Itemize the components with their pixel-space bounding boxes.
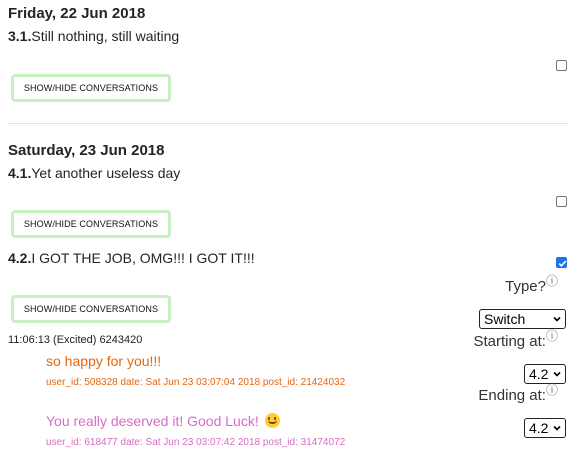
show-hide-conversations-button[interactable]: SHOW/HIDE CONVERSATIONS	[11, 295, 171, 323]
ending-at-select-value: 4.2	[529, 420, 549, 436]
type-label-text: Type?	[505, 278, 546, 295]
post-text: I GOT THE JOB, OMG!!! I GOT IT!!!	[31, 250, 255, 266]
post-number: 4.2.	[8, 250, 32, 266]
conversation-meta: 11:06:13 (Excited) 6243420	[8, 334, 143, 346]
post-item	[8, 249, 255, 267]
reply-text: You really deserved it! Good Luck!	[46, 413, 259, 429]
starting-at-select-value: 4.2	[529, 366, 549, 382]
post-text: Yet another useless day	[31, 165, 181, 181]
starting-at-label	[473, 329, 558, 350]
post-text: Still nothing, still waiting	[31, 28, 180, 44]
starting-at-label-text: Starting at:	[473, 333, 546, 350]
day-header: Saturday, 23 Jun 2018	[8, 142, 165, 159]
reply-meta: user_id: 618477 date: Sat Jun 23 03:07:42 2018 post_id: 31474072	[46, 437, 346, 448]
chevron-down-icon	[552, 314, 562, 324]
show-hide-conversations-button[interactable]: SHOW/HIDE CONVERSATIONS	[11, 74, 171, 102]
chevron-down-icon	[552, 423, 562, 433]
info-icon[interactable]: ⓘ	[545, 274, 558, 288]
reply-text: so happy for you!!!	[46, 353, 162, 369]
check-icon	[557, 258, 568, 269]
reply-meta: user_id: 508328 date: Sat Jun 23 03:07:04 2018 post_id: 21424032	[46, 377, 346, 388]
post-checkbox[interactable]	[556, 196, 567, 207]
ending-at-label	[478, 383, 558, 404]
post-checkbox[interactable]	[556, 60, 567, 71]
reply-item	[46, 413, 280, 429]
ending-at-label-text: Ending at:	[478, 387, 546, 404]
type-label	[505, 274, 558, 295]
day-divider	[8, 123, 568, 124]
chevron-down-icon	[552, 369, 562, 379]
post-number: 4.1.	[8, 165, 32, 181]
starting-at-select[interactable]	[524, 364, 566, 384]
show-hide-conversations-button[interactable]: SHOW/HIDE CONVERSATIONS	[11, 210, 171, 238]
type-select[interactable]	[479, 309, 566, 329]
post-checkbox-checked[interactable]	[556, 257, 567, 268]
info-icon[interactable]: ⓘ	[545, 329, 558, 343]
type-select-value: Switch	[484, 311, 526, 327]
day-header: Friday, 22 Jun 2018	[8, 5, 146, 22]
ending-at-select[interactable]	[524, 418, 566, 438]
post-number: 3.1.	[8, 28, 32, 44]
smiling-face-emoji-icon	[265, 413, 280, 428]
post-item	[8, 27, 179, 45]
post-item	[8, 164, 180, 182]
info-icon[interactable]: ⓘ	[545, 383, 558, 397]
